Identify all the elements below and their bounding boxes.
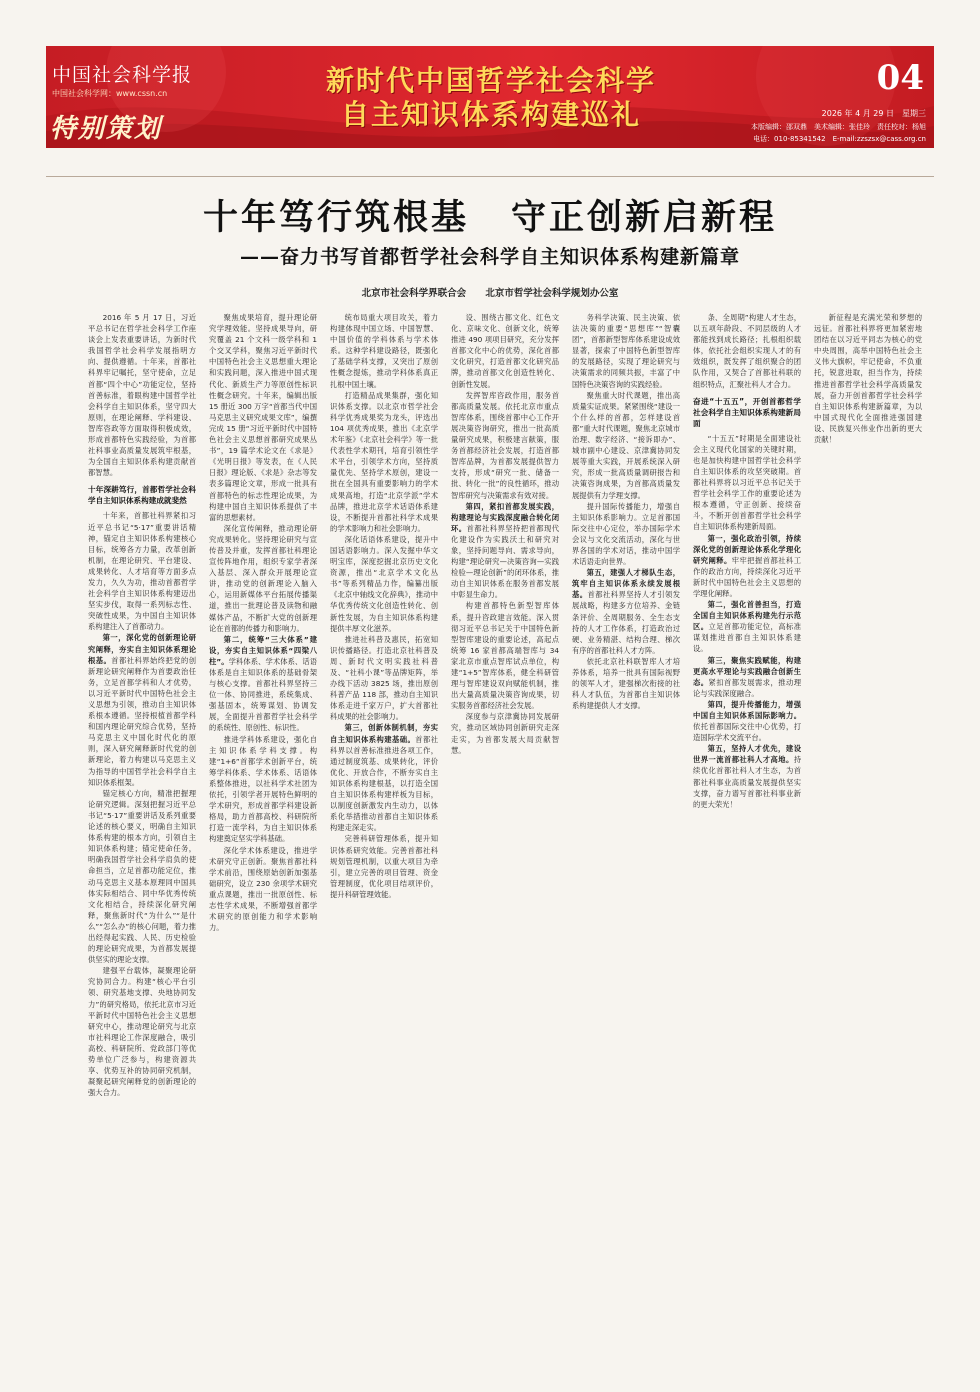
article-columns [88,312,922,1364]
paragraph-text: 设、围绕古都文化、红色文化、京味文化、创新文化，统筹推进 490 项项目研究，充分发挥首都文化中心的优势，深化首都文化研究，打造首都文化研究品牌，推动首都文化创造性转化、创新性发展。 [451,313,559,389]
feature-headline [276,64,706,132]
paragraph-text: 学科体系、学术体系、话语体系是自主知识体系的基础骨架与核心支撑。首都社科界坚持三位一体、协同推进，系统集成、强基固本，统筹谋划、协调发展，全面提升首都哲学社会科学的系统性、原创性、标识性。 [209,656,317,733]
article-column [814,312,922,1364]
paragraph-text: 紧扣首都发展需求，推动理论与实践深度融合。 [693,677,801,698]
body-paragraph [451,711,559,755]
paragraph-lead: 第四，紧扣首都发展实践，构建理论与实践深度融合转化闭环。 [451,501,559,533]
body-paragraph [693,533,801,600]
paragraph-text: 依托首都国际交往中心优势，打造国际学术交流平台。 [693,722,801,743]
paragraph-text: 立足首都功能定位，高标准谋划推进首都自主知识体系建设。 [693,622,801,654]
special-feature-label: 特别策划 [50,114,163,144]
section-heading: 奋进“十五五”，开创首都哲学社会科学自主知识体系构建新局面 [693,396,801,428]
body-paragraph [88,312,196,478]
paragraph-text: 发挥智库咨政作用，服务首都高质量发展。依托北京市重点智库体系，围绕首都中心工作开展决策咨询研究，推出一批高质量研究成果，积极建言献策，服务首都经济社会发展，打造首都智库品牌，为首都发展提供智力支持，形成“研究一批、储备一批、转化一批”的良性循环，推动智库研究与决策需求有效对接。 [451,390,559,500]
paragraph-text: 聚焦成果培育，提升理论研究学理效能。坚持成果导向，研究覆盖 21 个文科一级学科和 1 个交叉学科，聚焦习近平新时代中国特色社会主义思想重大理论和实践问题，深入推进中国式现代化、新质生产力等原创性标识性概念研究。十年来，编辑出版 15 册近 300 万字“首都当代中国马克思主义研究成果文库”，编撰完成 15 册“习近平新时代中国特色社会主义思想首都研究成果丛书”，19 篇学术论文在《求是》《光明日报》等发表，在《人民日报》理论版、《求是》杂志等发表多篇理论文章，形成一批具有首都特色的标志性理论成果，为构建中国自主知识体系提供了丰富的思想素材。 [209,313,317,522]
body-paragraph [572,567,680,656]
paragraph-text: 深化学术体系建设，推进学术研究守正创新。聚焦首都社科学术前沿，围绕原始创新加强基础研究，设立 230 余项学术研究重点课题，推出一批原创性、标志性学术成果，不断增强首都学术研究的原创能力和学术影响力。 [209,845,317,933]
byline-org-1: 北京市社会科学界联合会 [361,288,467,299]
paragraph-text: 依托北京社科联智库人才培养体系，培养一批具有国际视野的领军人才，建强梯次衔接的社科人才队伍，为首都自主知识体系构建提供人才支撑。 [572,656,680,711]
body-paragraph [209,634,317,734]
body-paragraph [693,743,801,810]
paragraph-lead: 第二，统筹“三大体系”建设，夯实自主知识体系“四梁八柱”。 [209,634,317,666]
paragraph-lead: 第三，聚焦实践赋能，构建更高水平理论与实践融合创新生态。 [693,655,801,687]
body-paragraph [209,523,317,634]
article-title-part-1: 十年笃行筑根基 [202,197,469,238]
paragraph-text: 聚焦重大时代课题，推出高质量实证成果。紧紧围绕“建设一个什么样的首都，怎样建设首都”重大时代课题，聚焦北京城市治理、数字经济、“接诉即办”、城市副中心建设、京津冀协同发展等重大实践，开展系统深入研究，形成一批高质量调研报告和决策咨询成果，为首都高质量发展提供有力学理支撑。 [572,390,680,500]
body-paragraph [209,734,317,845]
byline-org-2: 北京市哲学社会科学规划办公室 [485,288,619,299]
paragraph-lead: 第三，创新体制机制，夯实自主知识体系构建基础。 [330,723,438,744]
issue-date: 2026 年 4 月 29 日 星期三 [821,109,926,118]
body-paragraph [693,655,801,699]
body-paragraph [572,656,680,711]
article-column [330,312,438,1364]
body-paragraph [693,312,801,390]
paragraph-text: 深度参与京津冀协同发展研究，推动区域协同创新研究走深走实，为首都发展大局贡献智慧。 [451,712,559,755]
body-paragraph [88,632,196,787]
paragraph-text: 统布局重大项目攻关，着力构建体现中国立场、中国智慧、中国价值的学科体系与学术体系。这种学科建设路径，既强化了基础学科支撑，又突出了原创性概念提炼，推动学科体系真正扎根中国土壤。 [330,313,438,389]
page-number: 04 [876,58,924,98]
divider [46,176,934,177]
paragraph-text: 建强平台载体，凝聚理论研究协同合力。构建“核心平台引领、研究基地支撑、央地协同发力”的研究格局，依托北京市习近平新时代中国特色社会主义思想研究中心，推动理论研究与北京市社科理论工作深度融合，吸引高校、科研院所、党政部门等优势单位广泛参与，构建资源共享、优势互补的协同研究机制，凝聚起研究阐释党的创新理论的强大合力。 [88,966,196,1098]
paragraph-text: 构建首都特色新型智库体系，提升咨政建言效能。深入贯彻习近平总书记关于中国特色新型智库建设的重要论述，高起点统筹 16 家首都高端智库与 34 家北京市重点智库试点单位，构建“1+5”智库体系，健全科研管理与智库建设双向赋能机制，推出大量高质量决策咨询成果，切实服务首都经济社会发展。 [451,601,559,711]
article-title-part-2: 守正创新启新程 [511,197,778,238]
body-paragraph [330,534,438,634]
paragraph-text: 深化话语体系建设，提升中国话语影响力。深入发掘中华文明宝库，深度挖掘北京历史文化资源，推出“北京学术文化丛书”等系列精品力作，编纂出版《北京中轴线文化辞典》，推动中华优秀传统文化创造性转化、创新性发展，为自主知识体系构建提供丰厚文化滋养。 [330,534,438,633]
body-paragraph [330,634,438,723]
body-paragraph [330,833,438,900]
body-paragraph [572,501,680,568]
body-paragraph [88,788,196,966]
paragraph-lead: 第五，坚持人才优先，建设世界一流首都社科人才高地。 [693,744,801,765]
paragraph-text: 牢牢把握首都社科工作的政治方向，持续深化习近平新时代中国特色社会主义思想的学理化阐释。 [693,555,801,598]
body-paragraph [451,312,559,390]
paragraph-lead: 第二，强化首善担当，打造全国自主知识体系构建先行示范区。 [693,600,801,632]
article-column [572,312,680,1364]
paragraph-text: 推进学科体系建设，强化自主知识体系学科支撑。构建“1+6”首都学术创新平台，统筹学科体系、学术体系、话语体系整体推进，以社科学术社团为依托，引领学者开展特色鲜明的学术研究，形成首都学科建设新格局，助力首都高校、科研院所打造一流学科，为自主知识体系构建奠定坚实学科基础。 [209,734,317,844]
paragraph-text: 推进社科普及惠民，拓宽知识传播路径。打造北京社科普及周、新时代文明实践社科普及、“社科小课”等品牌矩阵，举办线下活动 3825 场，推出原创科普产品 118 部，推动自主知识体系走进千家万户，扩大首都社科成果的社会影响力。 [330,634,438,722]
paragraph-text: “十五五”时期是全面建设社会主义现代化国家的关键时期，也是加快构建中国哲学社会科学自主知识体系的攻坚突破期。首都社科界将以习近平总书记关于哲学社会科学工作的重要论述为根本遵循，守正创新、接续奋斗，不断开创首都哲学社会科学自主知识体系构建新局面。 [693,433,801,532]
body-paragraph [330,722,438,833]
article-column [209,312,317,1364]
body-paragraph [88,965,196,1098]
article-subtitle: ——奋力书写首都哲学社会科学自主知识体系构建新篇章 [239,246,740,268]
article-title [46,190,934,240]
editor-credits: 本版编辑：邵双鼎 美术编辑：张佳玲 责任校对：杨旭 [751,123,926,131]
paragraph-text: 深化宣传阐释，推动理论研究成果转化。坚持理论研究与宣传普及并重，发挥首都社科理论宣传阵地作用，组织专家学者深入基层、深入群众开展理论宣讲，推动党的创新理论入脑入心，运用新媒体平台拓展传播渠道，推出一批理论普及读物和融媒体产品，不断扩大党的创新理论在首都的传播力和影响力。 [209,523,317,633]
paragraph-text: 持续优化首都社科人才生态，为首都社科事业高质量发展提供坚实支撑，奋力谱写首都社科事业新的更大荣光！ [693,755,801,809]
body-paragraph [209,312,317,523]
paragraph-text: 2016 年 5 月 17 日，习近平总书记在哲学社会科学工作座谈会上发表重要讲话，为新时代我国哲学社会科学发展指明方向、提供遵循。十年来，首都社科界牢记嘱托，坚守使命，立足首都“四个中心”功能定位，坚持首善标准，着眼构建中国哲学社会科学自主知识体系，坚守四大原则，在理论阐释、学科建设、智库咨政等方面取得积极成效，形成首都特色实践经验，为首都社科事业高质量发展筑牢根基，为全国自主知识体系构建贡献首都智慧。 [88,313,196,478]
paragraph-text: 锚定核心方向，精准把握理论研究逻辑。深刻把握习近平总书记“5·17”重要讲话及系列重要论述的核心要义，明确自主知识体系构建的根本方向，引领自主知识体系构建；锚定使命任务，明确我国哲学社会科学肩负的使命担当，立足首都功能定位，推动马克思主义基本原理同中国具体实际相结合、同中华优秀传统文化相结合，持续深化研究阐释，聚焦新时代“为什么”“是什么”“怎么办”的核心问题，着力推出经得起实践、人民、历史检验的理论研究成果，为首都发展提供坚实的理论支撑。 [88,788,196,965]
body-paragraph [451,501,559,601]
body-paragraph [814,312,922,445]
paragraph-lead: 第四，提升传播能力，增强中国自主知识体系国际影响力。 [693,699,801,720]
body-paragraph [693,699,801,743]
article-byline [46,285,934,299]
article-column [451,312,559,1364]
paragraph-text: 提升国际传播能力，增强自主知识体系影响力。立足首都国际交往中心定位，举办国际学术会议与文化交流活动，深化与世界各国的学术对话，推动中国学术话语走向世界。 [572,501,680,567]
paper-website: 中国社会科学网：www.cssn.cn [52,89,168,98]
paragraph-lead: 第一，强化政治引领，持续深化党的创新理论体系化学理化研究阐释。 [693,533,801,565]
body-paragraph [572,312,680,390]
body-paragraph [209,845,317,934]
paragraph-text: 首都社科界以首善标准推进各项工作，通过制度筑基、成果转化，评价优化、开放合作，不断夯实自主知识体系构建根基，以打造全国自主知识体系构建样板为目标，以制度创新激发内生动力，以体系化举措推动首都自主知识体系构建走深走实。 [330,734,438,833]
body-paragraph [451,390,559,501]
article-column [693,312,801,1364]
feature-headline-line-1: 新时代中国哲学社会科学 [325,64,656,97]
body-paragraph [88,510,196,632]
contact-info: 电话：010-85341542 E-mail:zzszsx@cass.org.cn [753,135,926,143]
paragraph-text: 首都社科界坚持人才引领发展战略，构建多方位培养、金链条评价、全周期服务、全生态支持的人才工作体系，打造政治过硬、业务精湛、结构合理、梯次有序的首都社科人才方阵。 [572,590,680,655]
body-paragraph [693,433,801,533]
paragraph-lead: 第五，建强人才梯队生态，筑牢自主知识体系永续发展根基。 [572,568,680,600]
body-paragraph [693,599,801,654]
body-paragraph [451,600,559,711]
paragraph-lead: 第一，深化党的创新理论研究阐释，夯实自主知识体系理论根基。 [88,633,196,665]
masthead-banner [46,46,934,148]
paper-name: 中国社会科学报 [52,64,193,86]
body-paragraph [330,390,438,534]
paragraph-text: 打造精品成果集群，强化知识体系支撑。以北京市哲学社会科学优秀成果奖为龙头，评选出 104 项优秀成果，推出《北京学术年鉴》《北京社会科学》等一批代表性学术期刊，培育引领性学术平台，引领学术方向，坚持质量优先、坚持学术原创，建设一批在全国具有重要影响力的学术成果高地，打造“北京学派”学术品牌，推进北京学术话语体系建设，不断提升首都社科学术成果的学术影响力和社会影响力。 [330,390,438,533]
paragraph-text: 完善科研管理体系，提升知识体系研究效能。完善首都社科规划管理机制，以重大项目为牵引，建立完善的项目管理、资金管理制度，优化项目结项评价，提升科研管理效能。 [330,834,438,899]
paragraph-text: 条、全周期”构建人才生态，以五项年龄段、不同层级的人才都能找到成长路径；扎根组织载体，依托社会组织实现人才的有效组织，既发挥了组织聚合的团队作用，又契合了首都社科联的组织特点，汇聚社科人才合力。 [693,313,801,389]
paragraph-text: 首都社科界坚持把首都现代化建设作为实践沃土和研究对象，坚持问题导向、需求导向，构建“理论研究—决策咨询—实践检验—理论创新”的闭环体系，推动自主知识体系在服务首都发展中彰显生命力。 [451,523,559,600]
feature-headline-line-2: 自主知识体系构建巡礼 [340,98,641,131]
section-heading: 十年深耕笃行，首都哲学社会科学自主知识体系构建成就斐然 [88,485,196,506]
body-paragraph [330,312,438,390]
paragraph-text: 十年来，首都社科界紧扣习近平总书记“5·17”重要讲话精神，锚定自主知识体系构建核心目标，统筹各方力量，改革创新机制，在理论研究、平台建设、成果转化、人才培育等方面多点发力，久久为功，推动首都哲学社会科学自主知识体系构建迈出坚实步伐，取得一系列标志性、突破性成果，为中国自主知识体系构建注入了首都动力。 [88,511,196,632]
article-column [88,312,196,1364]
paragraph-text: 新征程是充满光荣和梦想的远征。首都社科界将更加紧密地团结在以习近平同志为核心的党中央周围，高举中国特色社会主义伟大旗帜，牢记使命，不负重托，锐意进取，担当作为，持续推进首都哲学社会科学高质量发展，奋力开创首都哲学社会科学自主知识体系构建新篇章，为以中国式现代化全面推进强国建设、民族复兴伟业作出新的更大贡献！ [814,313,922,445]
body-paragraph [572,390,680,501]
paragraph-text: 务科学决策、民主决策、依法决策的重要“思想库”“智囊团”，首都新型智库体系建设成效显著，探索了中国特色新型智库的发展路径，实现了理论研究与决策需求的同频共振，丰富了中国特色决策咨询的实践经验。 [572,313,680,389]
paragraph-text: 首都社科界始终把党的创新理论研究阐释作为首要政治任务，立足首都学科和人才优势，以习近平新时代中国特色社会主义思想为引领，推动自主知识体系根本遵循。坚持根植首都学科和国内理论研究综合优势，坚持马克思主义中国化时代化的原则，深入研究阐释新时代党的创新理论，着力构建以马克思主义为指导的中国哲学社会科学自主知识体系框架。 [88,655,196,787]
